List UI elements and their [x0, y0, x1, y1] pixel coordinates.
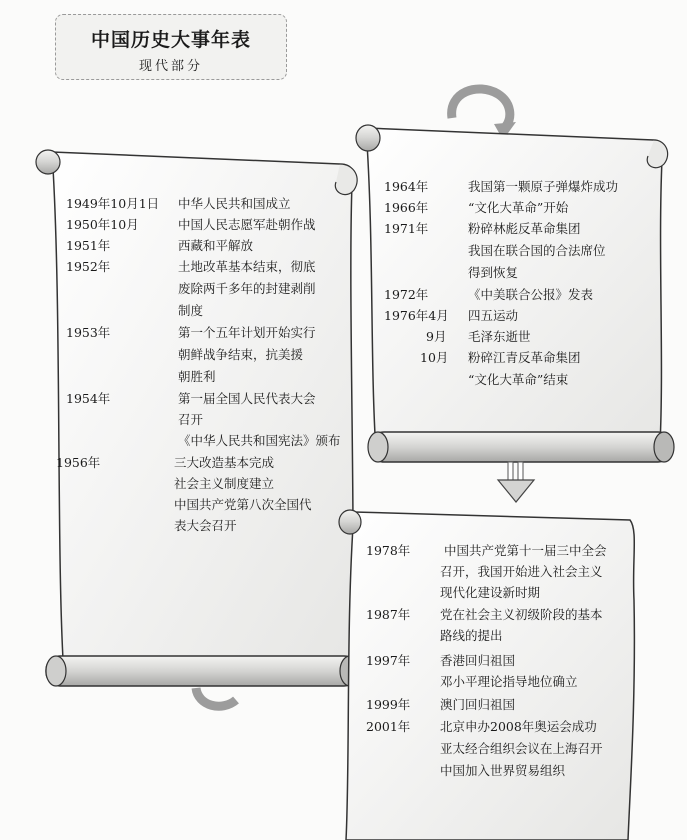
entry-event: 粉碎江青反革命集团: [468, 350, 581, 365]
entry-year: 1978年: [366, 543, 411, 558]
entry-event: 中华人民共和国成立: [178, 196, 291, 211]
timeline-entry: [66, 256, 351, 322]
entry-year: 1956年: [56, 455, 101, 470]
timeline-entry: [384, 176, 654, 197]
entry-year: 1964年: [384, 179, 429, 194]
entry-event: 澳门回归祖国: [440, 697, 516, 712]
entry-event: 朝鲜战争结束，抗美援: [178, 347, 304, 362]
entry-year: 10月: [420, 350, 449, 365]
entry-year: 1997年: [366, 653, 411, 668]
timeline-entry: [366, 540, 628, 604]
timeline-entry: [384, 305, 654, 326]
entry-event: 废除两千多年的封建剥削: [178, 281, 316, 296]
timeline-entry: [56, 452, 351, 536]
page-subtitle: 现代部分: [138, 59, 203, 74]
entry-year: 1976年4月: [384, 308, 449, 323]
entry-event: 现代化建设新时期: [440, 585, 541, 600]
entry-year: 1971年: [384, 221, 429, 236]
entry-year: 1950年10月: [66, 217, 139, 232]
entry-event: 中国人民志愿军赴朝作战: [178, 217, 316, 232]
entry-event: 社会主义制度建立: [174, 476, 275, 491]
entry-event: 表大会召开: [174, 518, 237, 533]
timeline-entry: [384, 218, 654, 284]
timeline-entry: [66, 322, 351, 388]
entry-event: 四五运动: [468, 308, 519, 323]
entry-event: 亚太经合组织会议在上海召开: [440, 741, 603, 756]
entry-event: 中国共产党第八次全国代: [174, 497, 312, 512]
entry-event: 毛泽东逝世: [468, 329, 531, 344]
entry-event: 党在社会主义初级阶段的基本: [440, 607, 603, 622]
scroll-2-timeline: [384, 176, 654, 391]
entry-event: 制度: [178, 303, 204, 318]
page-title: 中国历史大事年表: [90, 29, 251, 51]
entry-year: 1966年: [384, 200, 429, 215]
timeline-entry: [384, 326, 654, 347]
entry-event: 邓小平理论指导地位确立: [440, 674, 578, 689]
entry-event: 西藏和平解放: [178, 238, 254, 253]
entry-event: 得到恢复: [468, 265, 519, 280]
entry-year: 9月: [426, 329, 447, 344]
timeline-entry: [66, 214, 351, 235]
timeline-entry: [384, 284, 654, 305]
timeline-entry: [384, 347, 654, 391]
timeline-entry: [366, 650, 628, 694]
scroll-3-timeline: [366, 540, 628, 782]
entry-event: “文化大革命”结束: [468, 372, 569, 387]
timeline-entry: [366, 716, 628, 782]
entry-event: 第一届全国人民代表大会: [178, 391, 316, 406]
timeline-entry: [66, 193, 351, 214]
entry-event: 《中美联合公报》发表: [468, 287, 594, 302]
entry-event: 召开，我国开始进入社会主义: [440, 564, 603, 579]
entry-year: 2001年: [366, 719, 411, 734]
entry-event: 第一个五年计划开始实行: [178, 325, 316, 340]
timeline-entry: [366, 694, 628, 716]
timeline-entry: [366, 604, 628, 650]
entry-event: 三大改造基本完成: [174, 455, 275, 470]
entry-event: 召开: [178, 412, 204, 427]
entry-event: 《中华人民共和国宪法》颁布: [178, 433, 341, 448]
entry-event: 朝胜利: [178, 369, 216, 384]
entry-event: 粉碎林彪反革命集团: [468, 221, 581, 236]
entry-year: 1972年: [384, 287, 429, 302]
curved-arrow-icon: [196, 688, 236, 706]
timeline-entry: [384, 197, 654, 218]
title-box: [55, 14, 287, 80]
entry-year: 1952年: [66, 259, 111, 274]
timeline-entry: [66, 235, 351, 256]
entry-year: 1999年: [366, 697, 411, 712]
timeline-entry: [66, 388, 351, 452]
entry-event: 土地改革基本结束，彻底: [178, 259, 316, 274]
entry-event: “文化大革命”开始: [468, 200, 569, 215]
entry-year: 1987年: [366, 607, 411, 622]
entry-year: 1953年: [66, 325, 111, 340]
entry-event: 香港回归祖国: [440, 653, 516, 668]
down-arrow-icon: [498, 462, 534, 502]
entry-event: 中国加入世界贸易组织: [440, 763, 566, 778]
scroll-1-timeline: [56, 193, 351, 536]
entry-event: 我国在联合国的合法席位: [468, 243, 606, 258]
entry-event: 路线的提出: [440, 628, 503, 643]
entry-event: 北京申办2008年奥运会成功: [440, 719, 597, 734]
entry-event: 中国共产党第十一届三中全会: [444, 543, 607, 558]
entry-year: 1949年10月1日: [66, 196, 160, 211]
entry-event: 我国第一颗原子弹爆炸成功: [468, 179, 619, 194]
entry-year: 1951年: [66, 238, 111, 253]
entry-year: 1954年: [66, 391, 111, 406]
